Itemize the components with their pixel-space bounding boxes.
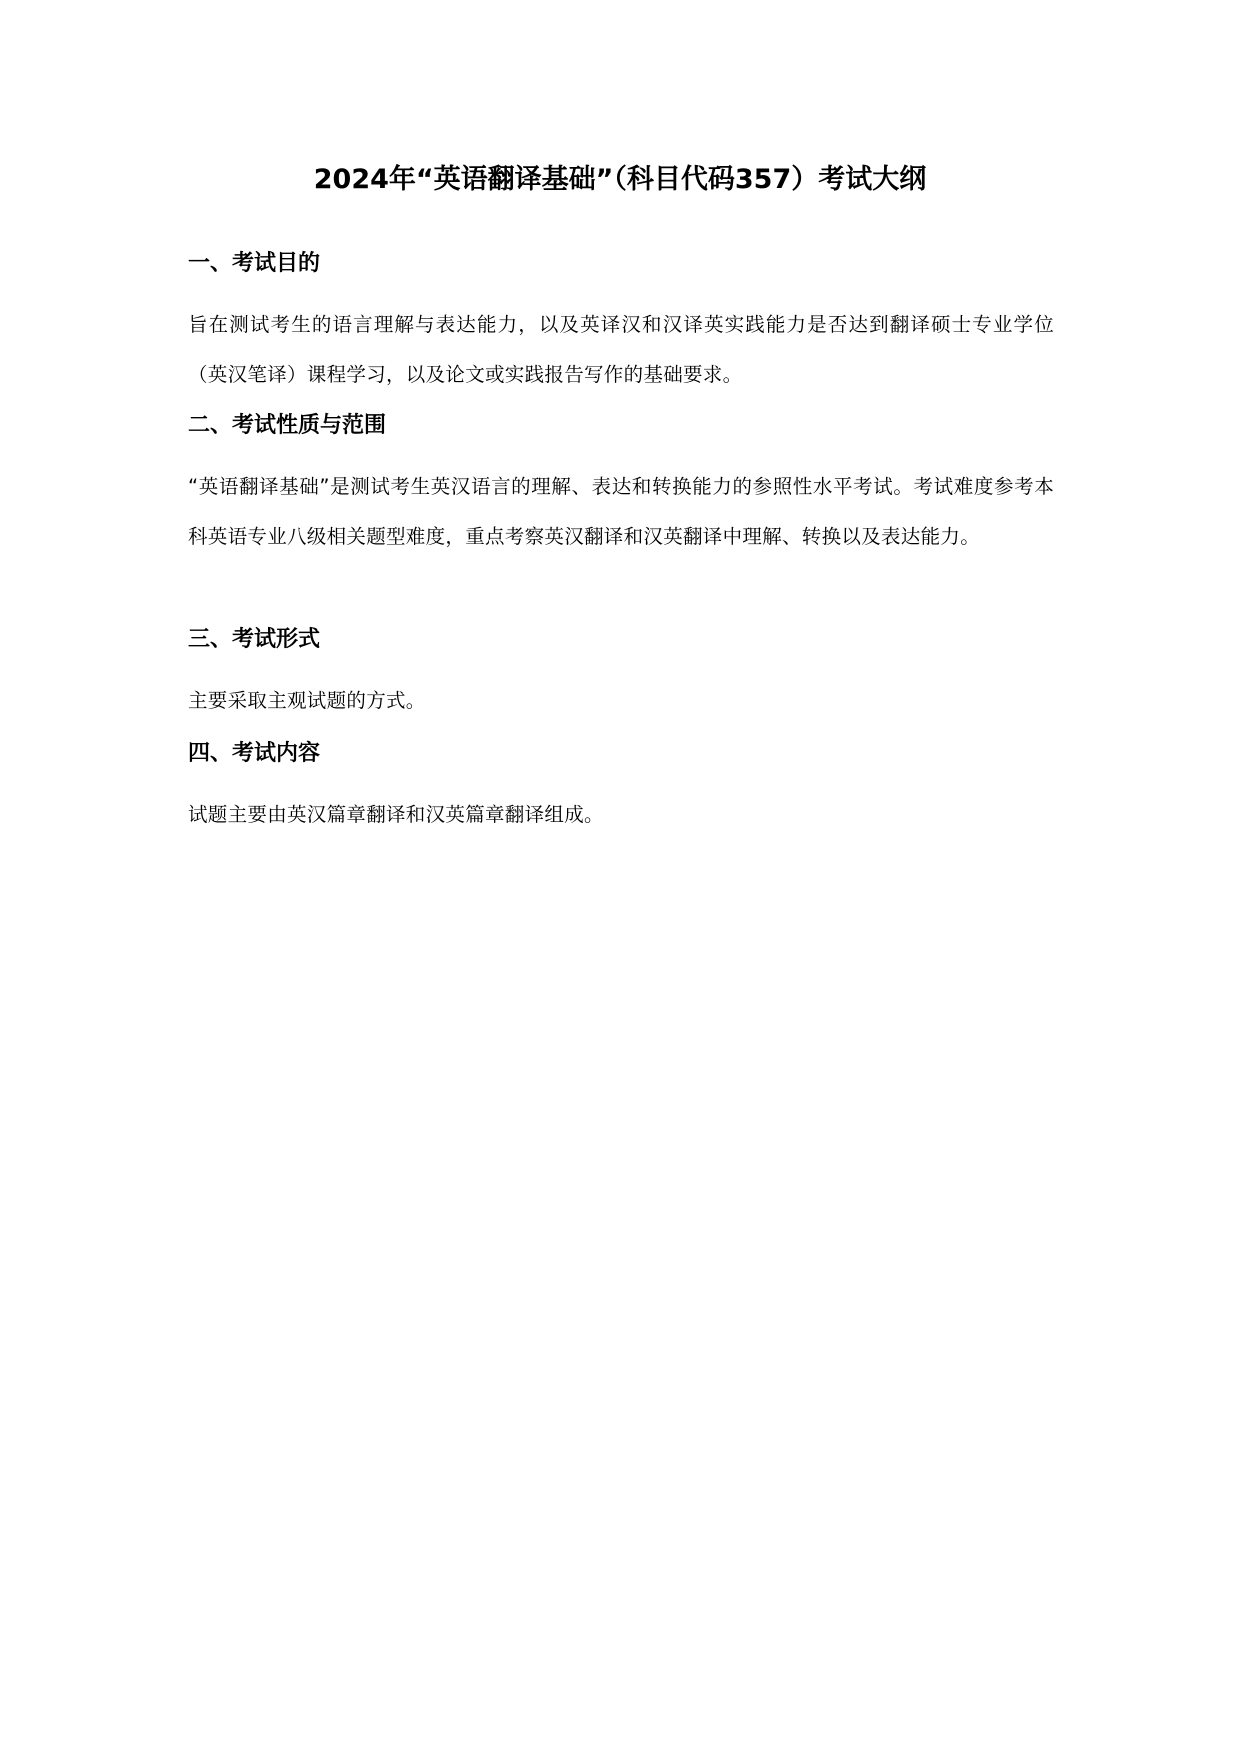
section-paragraph: 主要采取主观试题的方式。 bbox=[188, 689, 426, 712]
section-heading: 三、考试形式 bbox=[188, 627, 321, 652]
section-heading: 一、考试目的 bbox=[188, 251, 321, 276]
document-title: 2024年“英语翻译基础”（科目代码357）考试大纲 bbox=[313, 164, 927, 195]
section-exam-purpose bbox=[188, 244, 1054, 400]
section-exam-nature-scope bbox=[188, 406, 1054, 562]
section-exam-format bbox=[188, 620, 1054, 726]
section-paragraph: “英语翻译基础”是测试考生英汉语言的理解、表达和转换能力的参照性水平考试。考试难度参考本科英语专业八级相关题型难度，重点考察英汉翻译和汉英翻译中理解、转换以及表达能力。 bbox=[188, 475, 1054, 548]
section-paragraph: 试题主要由英汉篇章翻译和汉英篇章翻译组成。 bbox=[188, 803, 604, 826]
section-heading: 二、考试性质与范围 bbox=[188, 413, 387, 438]
section-paragraph: 旨在测试考生的语言理解与表达能力，以及英译汉和汉译英实践能力是否达到翻译硕士专业学位（英汉笔译）课程学习，以及论文或实践报告写作的基础要求。 bbox=[188, 313, 1054, 386]
section-heading: 四、考试内容 bbox=[188, 741, 321, 766]
section-exam-content bbox=[188, 734, 1054, 840]
